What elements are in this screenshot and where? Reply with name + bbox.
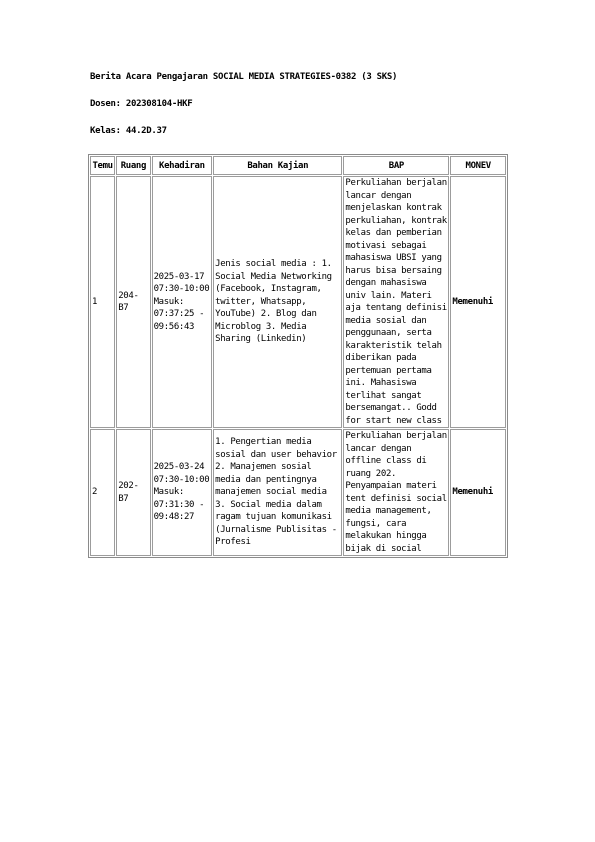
class-line: Kelas: 44.2D.37 bbox=[90, 126, 167, 136]
cell-kehadiran: 2025-03-24 07:30-10:00 Masuk: 07:31:30 - 09:48:27 bbox=[152, 429, 213, 556]
cell-bap: Perkuliahan berjalan lancar dengan offline class di ruang 202. Penyampaian materi tent definisi social media management, fungsi, cara melakukan hingga bijak di social bbox=[343, 429, 449, 556]
column-header-monev: MONEV bbox=[450, 156, 506, 175]
lecturer-line: Dosen: 202308104-HKF bbox=[90, 99, 193, 109]
cell-bahan-kajian: 1. Pengertian media sosial dan user behavior 2. Manajemen sosial media dan pentingnya manajemen social media 3. Social media dalam ragam tujuan komunikasi (Jurnalisme Publisitas - Profesi bbox=[213, 429, 342, 556]
column-header-temu: Temu bbox=[90, 156, 115, 175]
cell-kehadiran: 2025-03-17 07:30-10:00 Masuk: 07:37:25 - 09:56:43 bbox=[152, 176, 213, 428]
document-title: Berita Acara Pengajaran SOCIAL MEDIA STRATEGIES-0382 (3 SKS) bbox=[90, 72, 398, 82]
cell-monev: Memenuhi bbox=[450, 176, 506, 428]
cell-bap: Perkuliahan berjalan lancar dengan menjelaskan kontrak perkuliahan, kontrak kelas dan pemberian motivasi sebagai mahasiswa UBSI yang harus bisa bersaing dengan mahasiswa univ lain. Materi aja tentang definisi media sosial dan penggunaan, serta karakteristik telah diberikan pada pertemuan pertama ini. Mahasiswa terlihat sangat bersemangat.. Godd for start new class bbox=[343, 176, 449, 428]
table-row bbox=[90, 176, 506, 428]
cell-ruang: 204-B7 bbox=[116, 176, 150, 428]
table-row bbox=[90, 429, 506, 556]
cell-ruang: 202-B7 bbox=[116, 429, 150, 556]
column-header-kehadiran: Kehadiran bbox=[152, 156, 213, 175]
cell-temu: 1 bbox=[90, 176, 115, 428]
column-header-ruang: Ruang bbox=[116, 156, 150, 175]
column-header-bahan-kajian: Bahan Kajian bbox=[213, 156, 342, 175]
column-header-bap: BAP bbox=[343, 156, 449, 175]
bap-table bbox=[88, 154, 508, 558]
cell-monev: Memenuhi bbox=[450, 429, 506, 556]
cell-bahan-kajian: Jenis social media : 1. Social Media Networking (Facebook, Instagram, twitter, Whatsapp, YouTube) 2. Blog dan Microblog 3. Media Sharing (Linkedin) bbox=[213, 176, 342, 428]
cell-temu: 2 bbox=[90, 429, 115, 556]
table-header-row bbox=[90, 156, 506, 175]
